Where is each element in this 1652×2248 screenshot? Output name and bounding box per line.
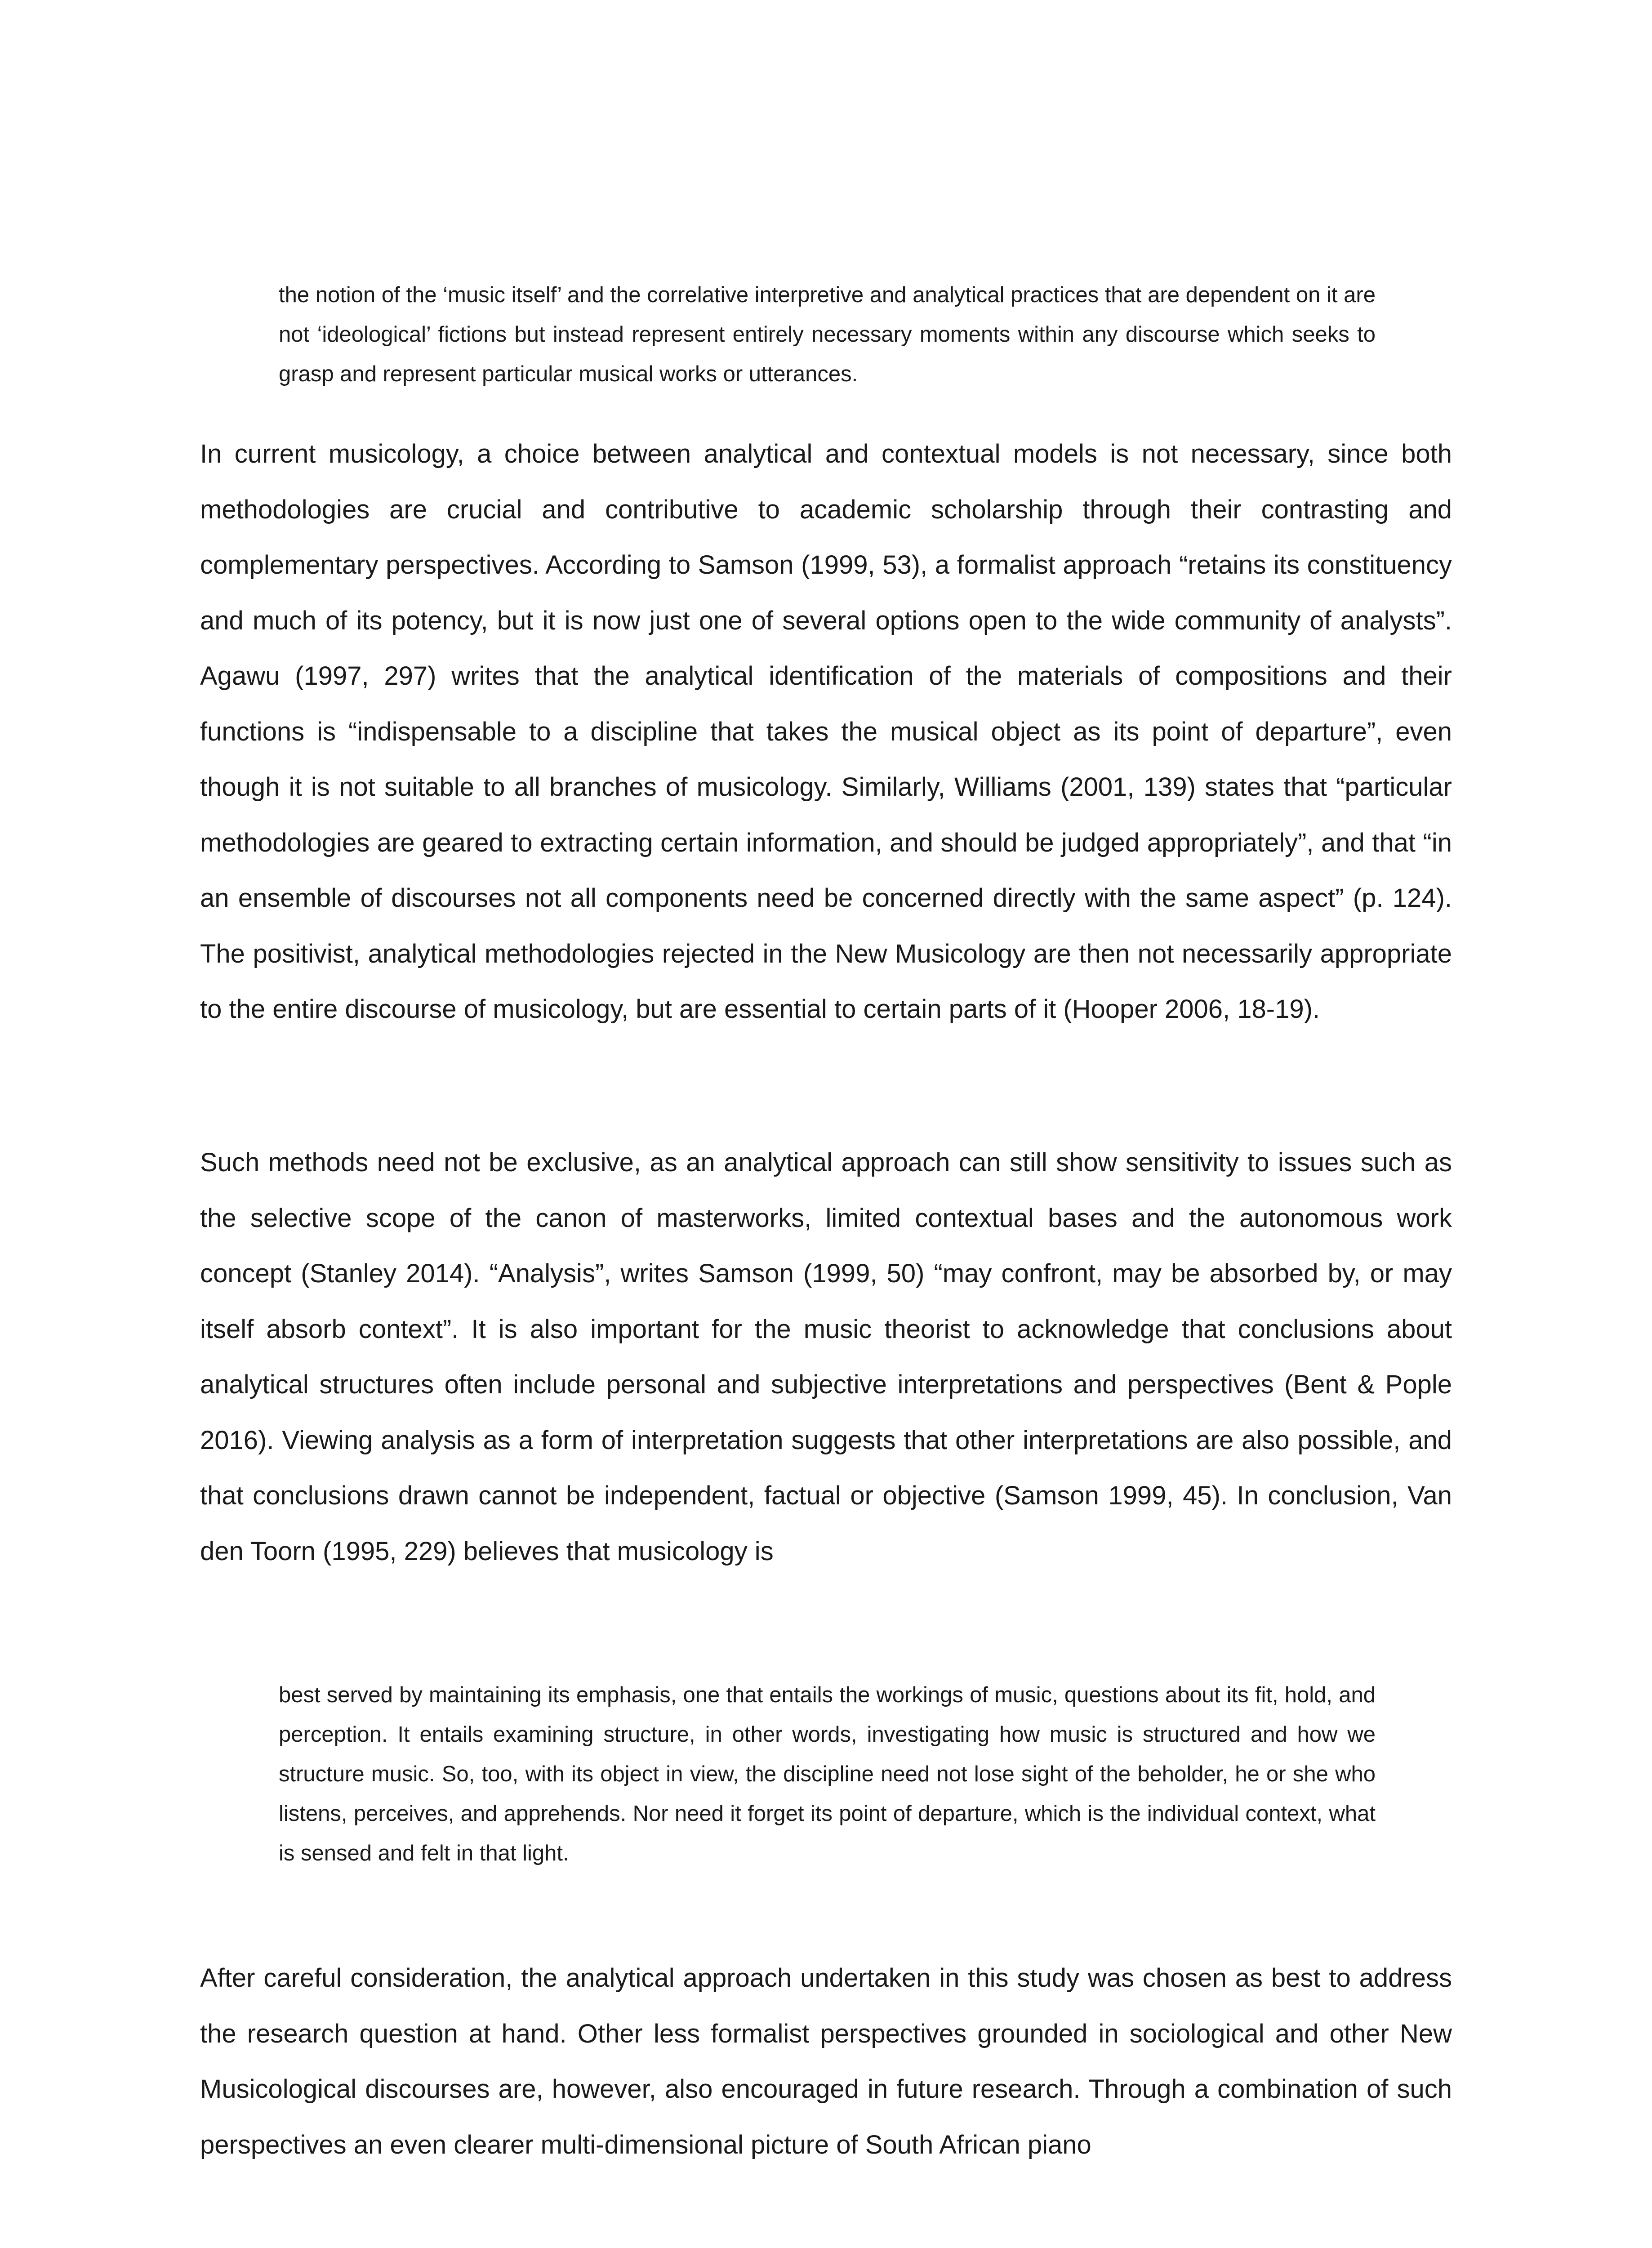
body-paragraph-3: After careful consideration, the analytical approach undertaken in this study was chosen as best to address the research question at hand. Other less formalist perspectives grounded in sociological and other New Musicological discourses are, however, also encouraged in future research. Through a combination of such perspectives an even clearer multi-dimensional picture of South African piano — [200, 1963, 1452, 2159]
body-paragraph-1: In current musicology, a choice between analytical and contextual models is not necessary, since both methodologies are crucial and contributive to academic scholarship through their contrasting and complementary perspectives. According to Samson (1999, 53), a formalist approach “retains its constituency and much of its potency, but it is now just one of several options open to the wide community of analysts”. Agawu (1997, 297) writes that the analytical identification of the materials of compositions and their functions is “indispensable to a discipline that takes the musical object as its point of departure”, even though it is not suitable to all branches of musicology. Similarly, Williams (2001, 139) states that “particular methodologies are geared to extracting certain information, and should be judged appropriately”, and that “in an ensemble of discourses not all components need be concerned directly with the same aspect” (p. 124). The positivist, analytical methodologies rejected in the New Musicology are then not necessarily appropriate to the entire discourse of musicology, but are essential to certain parts of it (Hooper 2006, 18-19). — [200, 439, 1452, 1024]
block-quote-2: best served by maintaining its emphasis, one that entails the workings of music, questions about its fit, hold, and perception. It entails examining structure, in other words, investigating how music is structured and how we structure music. So, too, with its object in view, the discipline need not lose sight of the beholder, he or she who listens, perceives, and apprehends. Nor need it forget its point of departure, which is the individual context, what is sensed and felt in that light. — [279, 1683, 1376, 1865]
block-quote-1: the notion of the ‘music itself’ and the correlative interpretive and analytical practices that are dependent on it are not ‘ideological’ fictions but instead represent entirely necessary moments within any discourse which seeks to grasp and represent particular musical works or utterances. — [279, 283, 1376, 386]
body-paragraph-2: Such methods need not be exclusive, as an analytical approach can still show sensitivity to issues such as the selective scope of the canon of masterworks, limited contextual bases and the autonomous work concept (Stanley 2014). “Analysis”, writes Samson (1999, 50) “may confront, may be absorbed by, or may itself absorb context”. It is also important for the music theorist to acknowledge that conclusions about analytical structures often include personal and subjective interpretations and perspectives (Bent & Pople 2016). Viewing analysis as a form of interpretation suggests that other interpretations are also possible, and that conclusions drawn cannot be independent, factual or objective (Samson 1999, 45). In conclusion, Van den Toorn (1995, 229) believes that musicology is — [200, 1148, 1452, 1566]
